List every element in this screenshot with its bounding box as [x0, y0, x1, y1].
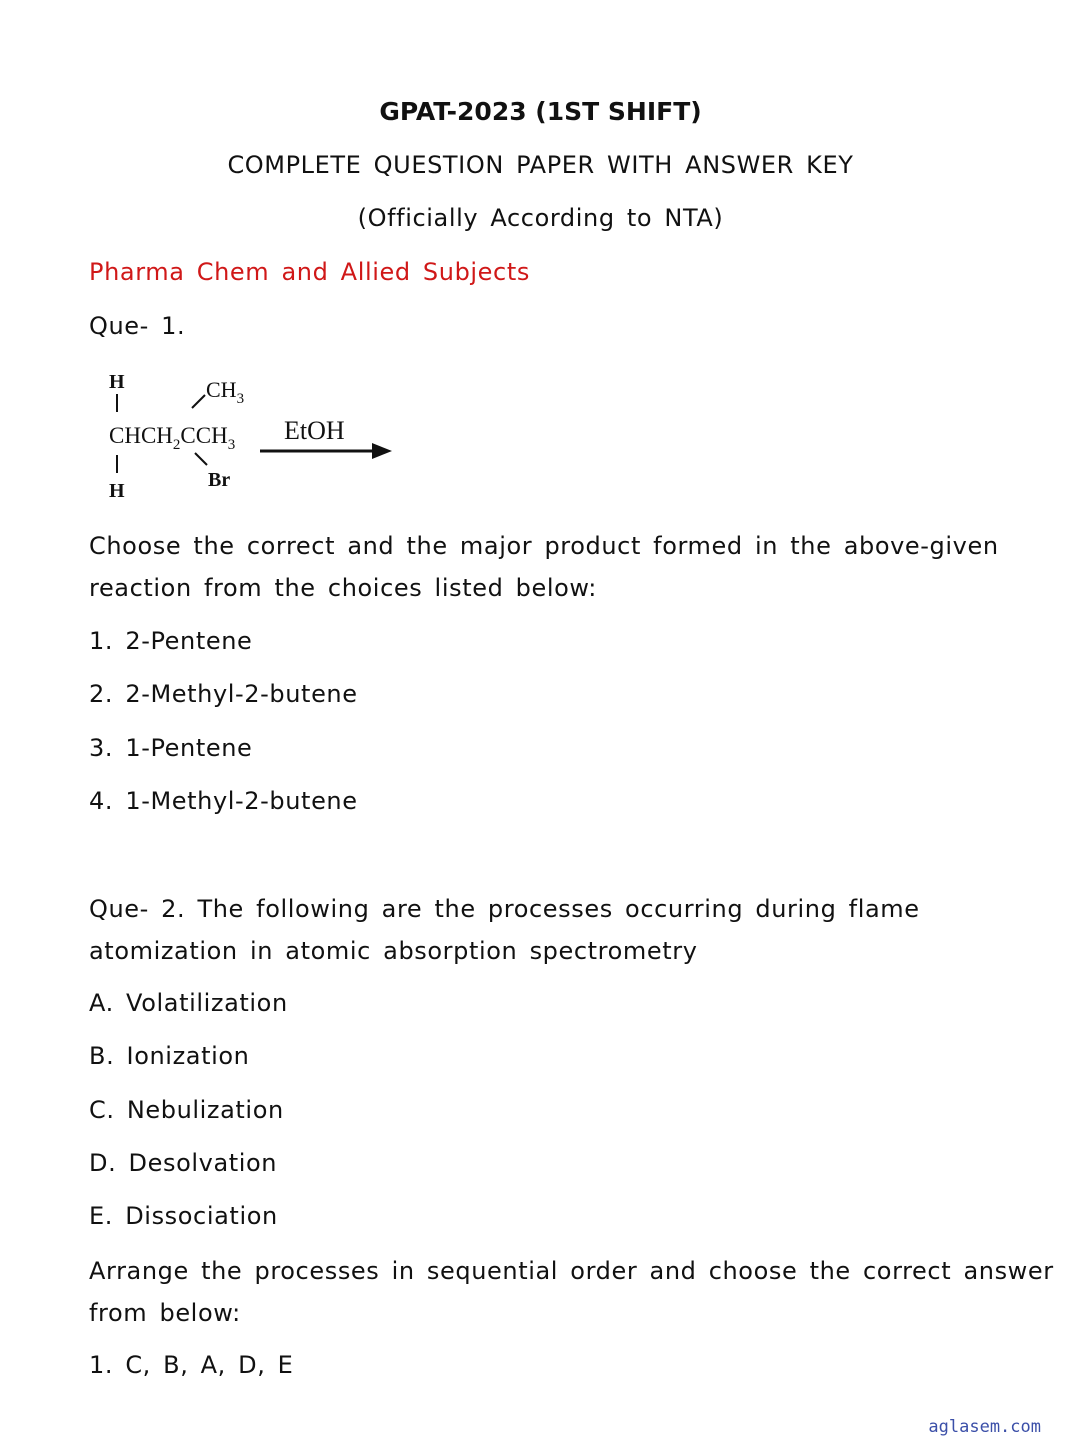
structure-h-bottom: H	[109, 480, 125, 502]
question-2-instruction-line-2: from below:	[89, 1299, 241, 1327]
structure-h-top: H	[109, 371, 125, 393]
bond-ch3	[192, 395, 205, 408]
document-note: (Officially According to NTA)	[357, 204, 724, 232]
question-1-label: Que- 1.	[89, 312, 186, 340]
bond-br	[195, 453, 207, 465]
question-2-item-a: A. Volatilization	[89, 989, 288, 1017]
document-title: GPAT-2023 (1ST SHIFT)	[379, 97, 702, 126]
document-subtitle: COMPLETE QUESTION PAPER WITH ANSWER KEY	[227, 151, 854, 179]
reaction-structure-diagram	[100, 362, 420, 512]
watermark-link[interactable]: aglasem.com	[928, 1417, 1041, 1437]
question-1-option-3: 3. 1-Pentene	[89, 734, 253, 762]
structure-chain: $CHCH_2CCH_3$	[109, 423, 236, 453]
reagent-label: EtOH	[284, 416, 345, 445]
question-2-item-c: C. Nebulization	[89, 1096, 284, 1124]
question-1-option-2: 2. 2-Methyl-2-butene	[89, 680, 358, 708]
question-1-option-4: 4. 1-Methyl-2-butene	[89, 787, 358, 815]
question-2-option-1: 1. C, B, A, D, E	[89, 1351, 294, 1379]
question-2-text-line-2: atomization in atomic absorption spectrometry	[89, 937, 698, 965]
question-2-text-line-1: Que- 2. The following are the processes occurring during flame	[89, 895, 920, 923]
question-2-item-b: B. Ionization	[89, 1042, 250, 1070]
question-2-instruction-line-1: Arrange the processes in sequential order and choose the correct answer	[89, 1257, 1054, 1285]
question-2-item-d: D. Desolvation	[89, 1149, 278, 1177]
question-1-text-line-2: reaction from the choices listed below:	[89, 574, 597, 602]
structure-br: Br	[208, 469, 231, 491]
reaction-arrow-head	[372, 443, 392, 459]
question-1-option-1: 1. 2-Pentene	[89, 627, 253, 655]
question-2-item-e: E. Dissociation	[89, 1202, 278, 1230]
question-1-text-line-1: Choose the correct and the major product formed in the above-given	[89, 532, 999, 560]
structure-ch3-top: $CH_3$	[206, 377, 245, 407]
section-title: Pharma Chem and Allied Subjects	[89, 258, 530, 286]
